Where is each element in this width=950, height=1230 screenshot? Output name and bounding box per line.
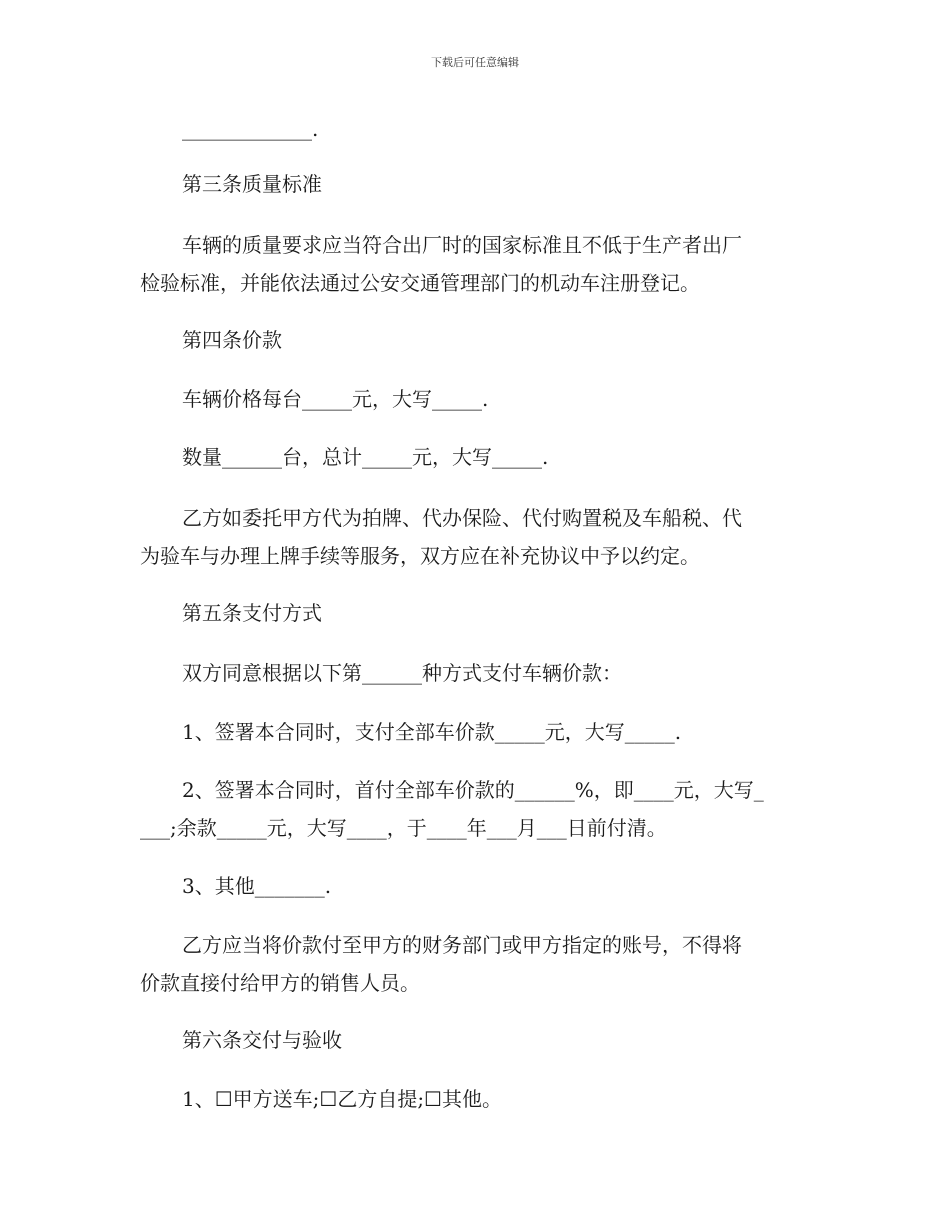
article-4-heading: 第四条价款: [182, 328, 282, 352]
article-6-heading: 第六条交付与验收: [182, 1028, 342, 1052]
payment-method-line: 双方同意根据以下第______种方式支付车辆价款：: [182, 661, 622, 685]
payment-option-3: 3、其他_______.: [182, 874, 332, 898]
article-3-heading: 第三条质量标准: [182, 172, 322, 196]
payment-account-line-1: 乙方应当将价款付至甲方的财务部门或甲方指定的账号，不得将: [182, 933, 742, 957]
page-header: 下载后可任意编辑: [431, 56, 519, 69]
entrust-text-line-1: 乙方如委托甲方代为拍牌、代办保险、代付购置税及车船税、代: [182, 506, 742, 530]
payment-option-2-line-2: ___;余款_____元，大写____，于____年___月___日前付清。: [140, 816, 667, 840]
price-per-unit-line: 车辆价格每台_____元，大写_____.: [182, 387, 489, 411]
entrust-text-line-2: 为验车与办理上牌手续等服务，双方应在补充协议中予以约定。: [140, 544, 700, 568]
delivery-options-line: 1、☐甲方送车;☐乙方自提;☐其他。: [182, 1087, 502, 1111]
payment-account-line-2: 价款直接付给甲方的销售人员。: [140, 971, 420, 995]
blank-line: _____________.: [182, 117, 319, 141]
quality-text-line-2: 检验标准，并能依法通过公安交通管理部门的机动车注册登记。: [140, 271, 700, 295]
quality-text-line-1: 车辆的质量要求应当符合出厂时的国家标准且不低于生产者出厂: [182, 233, 742, 257]
quantity-total-line: 数量______台，总计_____元，大写_____.: [182, 445, 549, 469]
payment-option-2-line-1: 2、签署本合同时，首付全部车价款的______%，即____元，大写_: [182, 778, 764, 802]
article-5-heading: 第五条支付方式: [182, 601, 322, 625]
payment-option-1: 1、签署本合同时，支付全部车价款_____元，大写_____.: [182, 720, 682, 744]
